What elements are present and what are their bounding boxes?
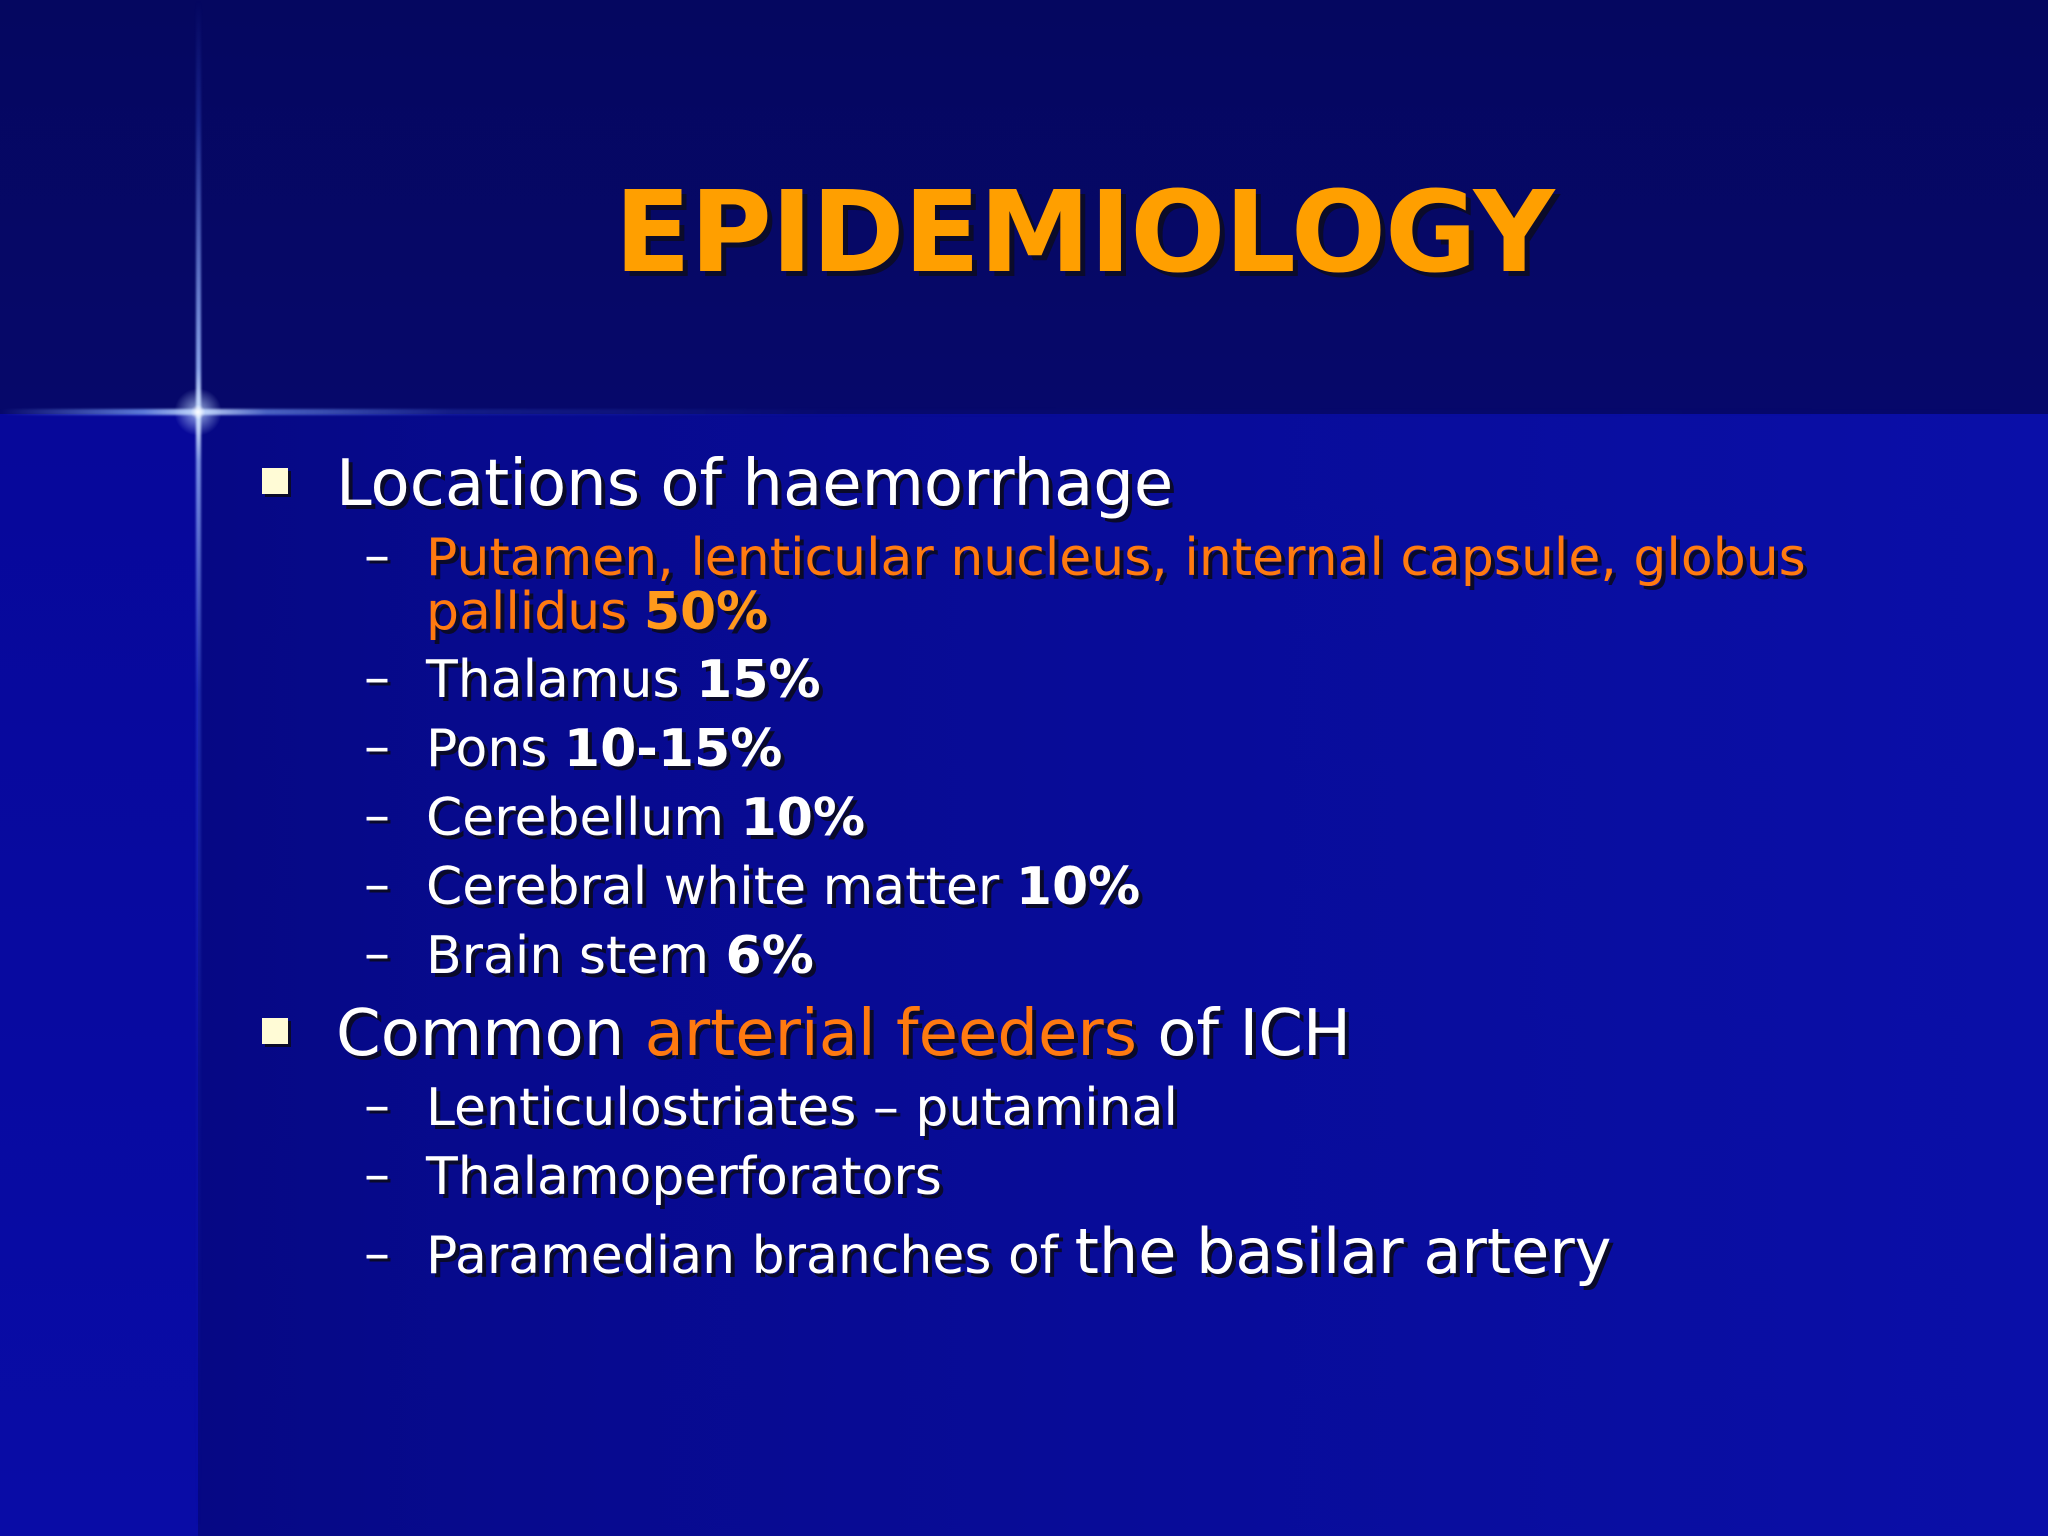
- list-item-cerebellum: [426, 790, 865, 846]
- list-item-value: 10-15%: [563, 719, 783, 779]
- dash-bullet-icon: –: [364, 924, 390, 984]
- heading-highlight: arterial feeders: [644, 997, 1137, 1071]
- list-item-brain-stem: [426, 928, 814, 984]
- list-item-cerebral-white-matter: [426, 859, 1140, 915]
- slide-title: EPIDEMIOLOGY: [614, 168, 1554, 298]
- list-item-thalamus: [426, 652, 821, 708]
- section-heading-arterial-feeders: [336, 996, 1351, 1072]
- dash-bullet-icon: –: [364, 526, 390, 586]
- list-item-value: 6%: [725, 926, 814, 986]
- list-item-putamen-line1: [426, 530, 1806, 586]
- list-item-pons: [426, 721, 782, 777]
- list-item-text: Paramedian branches of: [426, 1226, 1059, 1286]
- dash-bullet-icon: –: [364, 1076, 390, 1136]
- dash-bullet-icon: –: [364, 1224, 390, 1284]
- list-item-text: Cerebellum: [426, 788, 725, 848]
- list-item-value: 10%: [1015, 857, 1141, 917]
- list-item-text: Brain stem: [426, 926, 709, 986]
- list-item-text: Putamen, lenticular nucleus, internal capsule, globus: [426, 528, 1806, 588]
- list-item-text: pallidus: [426, 582, 628, 642]
- list-item-value: 15%: [696, 650, 821, 710]
- list-item-thalamoperforators: Thalamoperforators: [426, 1147, 942, 1207]
- dash-bullet-icon: –: [364, 855, 390, 915]
- section-heading-locations: Locations of haemorrhage: [336, 447, 1174, 521]
- list-item-lenticulostriates: Lenticulostriates – putaminal: [426, 1078, 1178, 1138]
- list-item-text: Cerebral white matter: [426, 857, 1000, 917]
- dash-bullet-icon: –: [364, 786, 390, 846]
- dash-bullet-icon: –: [364, 648, 390, 708]
- dash-bullet-icon: –: [364, 1145, 390, 1205]
- list-item-text: Pons: [426, 719, 548, 779]
- heading-text: of ICH: [1157, 997, 1352, 1071]
- dash-bullet-icon: –: [364, 717, 390, 777]
- list-item-value: 10%: [740, 788, 866, 848]
- list-item-text-large: the basilar artery: [1074, 1215, 1612, 1288]
- list-item-paramedian-branches: [426, 1215, 1612, 1288]
- heading-text: Common: [336, 997, 625, 1071]
- list-item-putamen-line2: [426, 584, 768, 640]
- square-bullet-icon: [262, 468, 288, 494]
- list-item-value: 50%: [643, 582, 769, 642]
- list-item-text: Thalamus: [426, 650, 680, 710]
- square-bullet-icon: [262, 1018, 288, 1044]
